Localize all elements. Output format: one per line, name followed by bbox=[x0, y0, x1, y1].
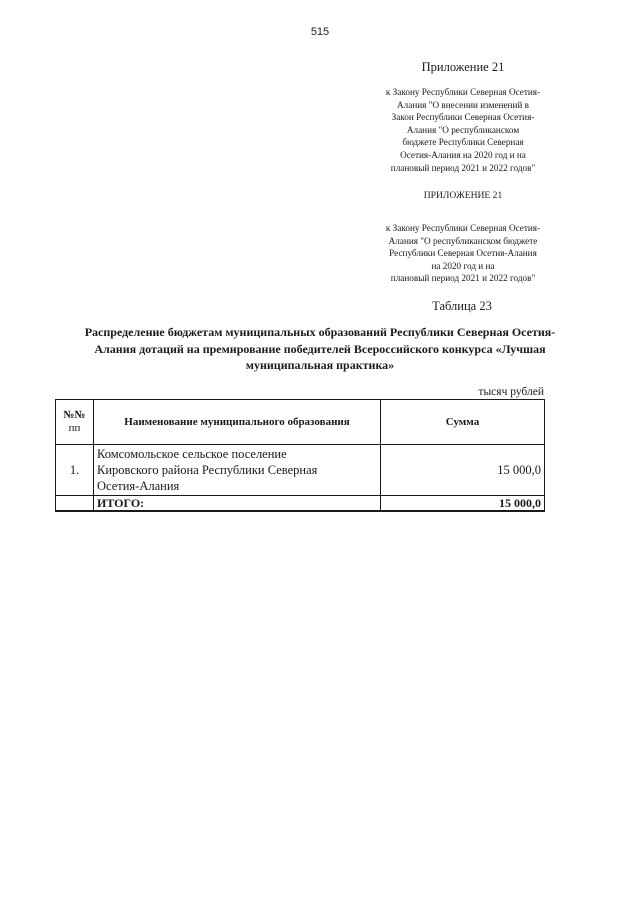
original-appendix-title: ПРИЛОЖЕНИЕ 21 bbox=[423, 190, 503, 201]
document-title-line: Алания дотаций на премирование победителей Всероссийского конкурса «Лучшая bbox=[94, 341, 546, 356]
header-number-line: №№ bbox=[63, 409, 86, 421]
total-sum: 15 000,0 bbox=[381, 496, 545, 512]
table-header-row bbox=[56, 400, 545, 445]
appendix-law-reference bbox=[374, 86, 552, 174]
appendix-title: Приложение 21 bbox=[421, 60, 505, 74]
row-municipality-name bbox=[94, 445, 381, 496]
row-number: 1. bbox=[56, 445, 94, 496]
appendix-law-line: к Закону Республики Северная Осетия- bbox=[385, 87, 541, 97]
total-label: ИТОГО: bbox=[94, 496, 381, 512]
row-sum: 15 000,0 bbox=[381, 445, 545, 496]
header-sum: Сумма bbox=[381, 400, 545, 445]
total-row bbox=[56, 496, 545, 512]
appendix-law-line: Закон Республики Северная Осетия- bbox=[391, 112, 535, 123]
original-appendix-law-line: на 2020 год и на bbox=[431, 260, 495, 271]
table-row bbox=[56, 445, 545, 496]
row-name-line: Комсомольское сельское поселение bbox=[97, 447, 287, 461]
document-title-line: муниципальная практика» bbox=[245, 358, 395, 372]
document-title bbox=[60, 324, 580, 374]
original-appendix-law-line: плановый период 2021 и 2022 годов" bbox=[390, 273, 536, 284]
row-name-line: Осетия-Алания bbox=[97, 479, 180, 493]
original-appendix-law-line: к Закону Республики Северная Осетия- bbox=[385, 223, 541, 233]
appendix-law-line: плановый период 2021 и 2022 годов" bbox=[390, 162, 536, 173]
original-appendix-law-line: Алания "О республиканском бюджете bbox=[388, 235, 538, 246]
document-title-line: Распределение бюджетам муниципальных образований Республики Северная Осетия- bbox=[84, 325, 556, 339]
units-label: тысяч рублей bbox=[478, 386, 544, 398]
row-name-line: Кировского района Республики Северная bbox=[97, 463, 318, 477]
appendix-law-line: Осетия-Алания на 2020 год и на bbox=[400, 149, 526, 160]
original-appendix-law-line: Республики Северная Осетия-Алания bbox=[389, 248, 537, 259]
header-name: Наименование муниципального образования bbox=[94, 400, 381, 445]
table-caption: Таблица 23 bbox=[432, 299, 492, 313]
appendix-law-line: Алания "О республиканском bbox=[406, 124, 520, 135]
total-number-cell bbox=[56, 496, 94, 512]
budget-table bbox=[55, 399, 545, 512]
appendix-law-line: Алания "О внесении изменений в bbox=[397, 99, 529, 110]
original-appendix-law-reference bbox=[374, 222, 552, 285]
appendix-law-line: бюджете Республики Северная bbox=[402, 137, 524, 148]
page-number: 515 bbox=[310, 26, 330, 38]
header-number bbox=[56, 400, 94, 445]
header-number-line: пп bbox=[68, 422, 81, 434]
